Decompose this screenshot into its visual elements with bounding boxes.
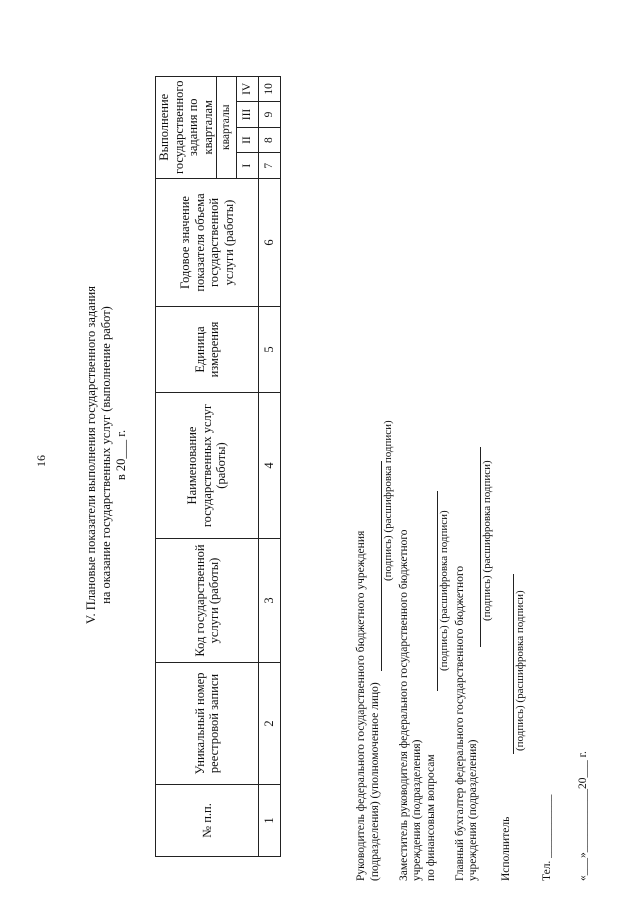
header-quarters-label: кварталы (217, 76, 237, 178)
column-number: 10 (259, 76, 281, 102)
column-number: 8 (259, 127, 281, 153)
executor-signature-hint: (подпись) (расшифровка подписи) (513, 590, 526, 751)
accountant-signature-line (480, 447, 481, 647)
executor-label: Исполнитель (500, 816, 512, 881)
header-unit: Единица измерения (156, 307, 259, 393)
column-number: 3 (259, 539, 281, 663)
head-signature-line (381, 461, 382, 671)
column-number: 4 (259, 393, 281, 539)
deputy-title-line2: учреждения (подразделения) (411, 739, 423, 881)
accountant-signature-row (467, 321, 481, 881)
phone-line: Тел. ___________ (541, 794, 553, 881)
column-number: 6 (259, 179, 281, 307)
head-title-line1: Руководитель федерального государственного бюджетного учреждения (355, 530, 367, 881)
header-quarter-1: I (237, 153, 259, 179)
header-quarter-4: IV (237, 76, 259, 102)
header-registry-number: Уникальный номер реестровой записи (156, 663, 259, 785)
accountant-signature-hint: (подпись) (расшифровка подписи) (480, 460, 493, 621)
section-year: в 20___ г. (114, 429, 128, 481)
head-title-line2: (подразделения) (уполномоченное лицо) (368, 682, 381, 881)
section-subtitle: на оказание государственных услуг (выполнение работ) (99, 306, 113, 604)
column-number: 5 (259, 307, 281, 393)
date-line: «___»___________20___ г. (576, 751, 589, 881)
deputy-title-line3: по финансовым вопросам (424, 754, 437, 881)
deputy-signature-line (437, 491, 438, 691)
accountant-title-line2: учреждения (подразделения) (467, 739, 479, 881)
executor-signature-line (513, 574, 514, 754)
page-number: 16 (34, 455, 48, 467)
deputy-title-line1: Заместитель руководителя федерального государственного бюджетного (397, 529, 410, 881)
deputy-signature-hint: (подпись) (расшифровка подписи) (438, 510, 450, 671)
plan-indicators-table (155, 76, 281, 857)
column-number: 2 (259, 663, 281, 785)
column-number: 7 (259, 153, 281, 179)
header-quarter-2: II (237, 127, 259, 153)
header-service-code: Код государственной услуги (работы) (156, 539, 259, 663)
accountant-title-line1: Главный бухгалтер федерального государственного бюджетного (453, 565, 466, 881)
header-quarterly-execution: Выполнение государственного задания по кварталам (156, 76, 217, 178)
header-annual-value: Годовое значение показателя объема государственной услуги (работы) (156, 179, 259, 307)
column-number: 9 (259, 102, 281, 128)
head-signature-hint: (подпись) (расшифровка подписи) (382, 420, 394, 581)
signature-block (355, 321, 590, 881)
deputy-signature-row (425, 321, 439, 881)
header-service-name: Наименование государственных услуг (работы) (156, 393, 259, 539)
column-number-row (259, 76, 281, 856)
executor-signature-row (500, 321, 514, 881)
header-num: № п.п. (156, 785, 259, 857)
header-quarter-3: III (237, 102, 259, 128)
column-number: 1 (259, 785, 281, 857)
head-signature-row (369, 321, 383, 881)
section-title: V. Плановые показатели выполнения государственного задания (84, 286, 98, 624)
